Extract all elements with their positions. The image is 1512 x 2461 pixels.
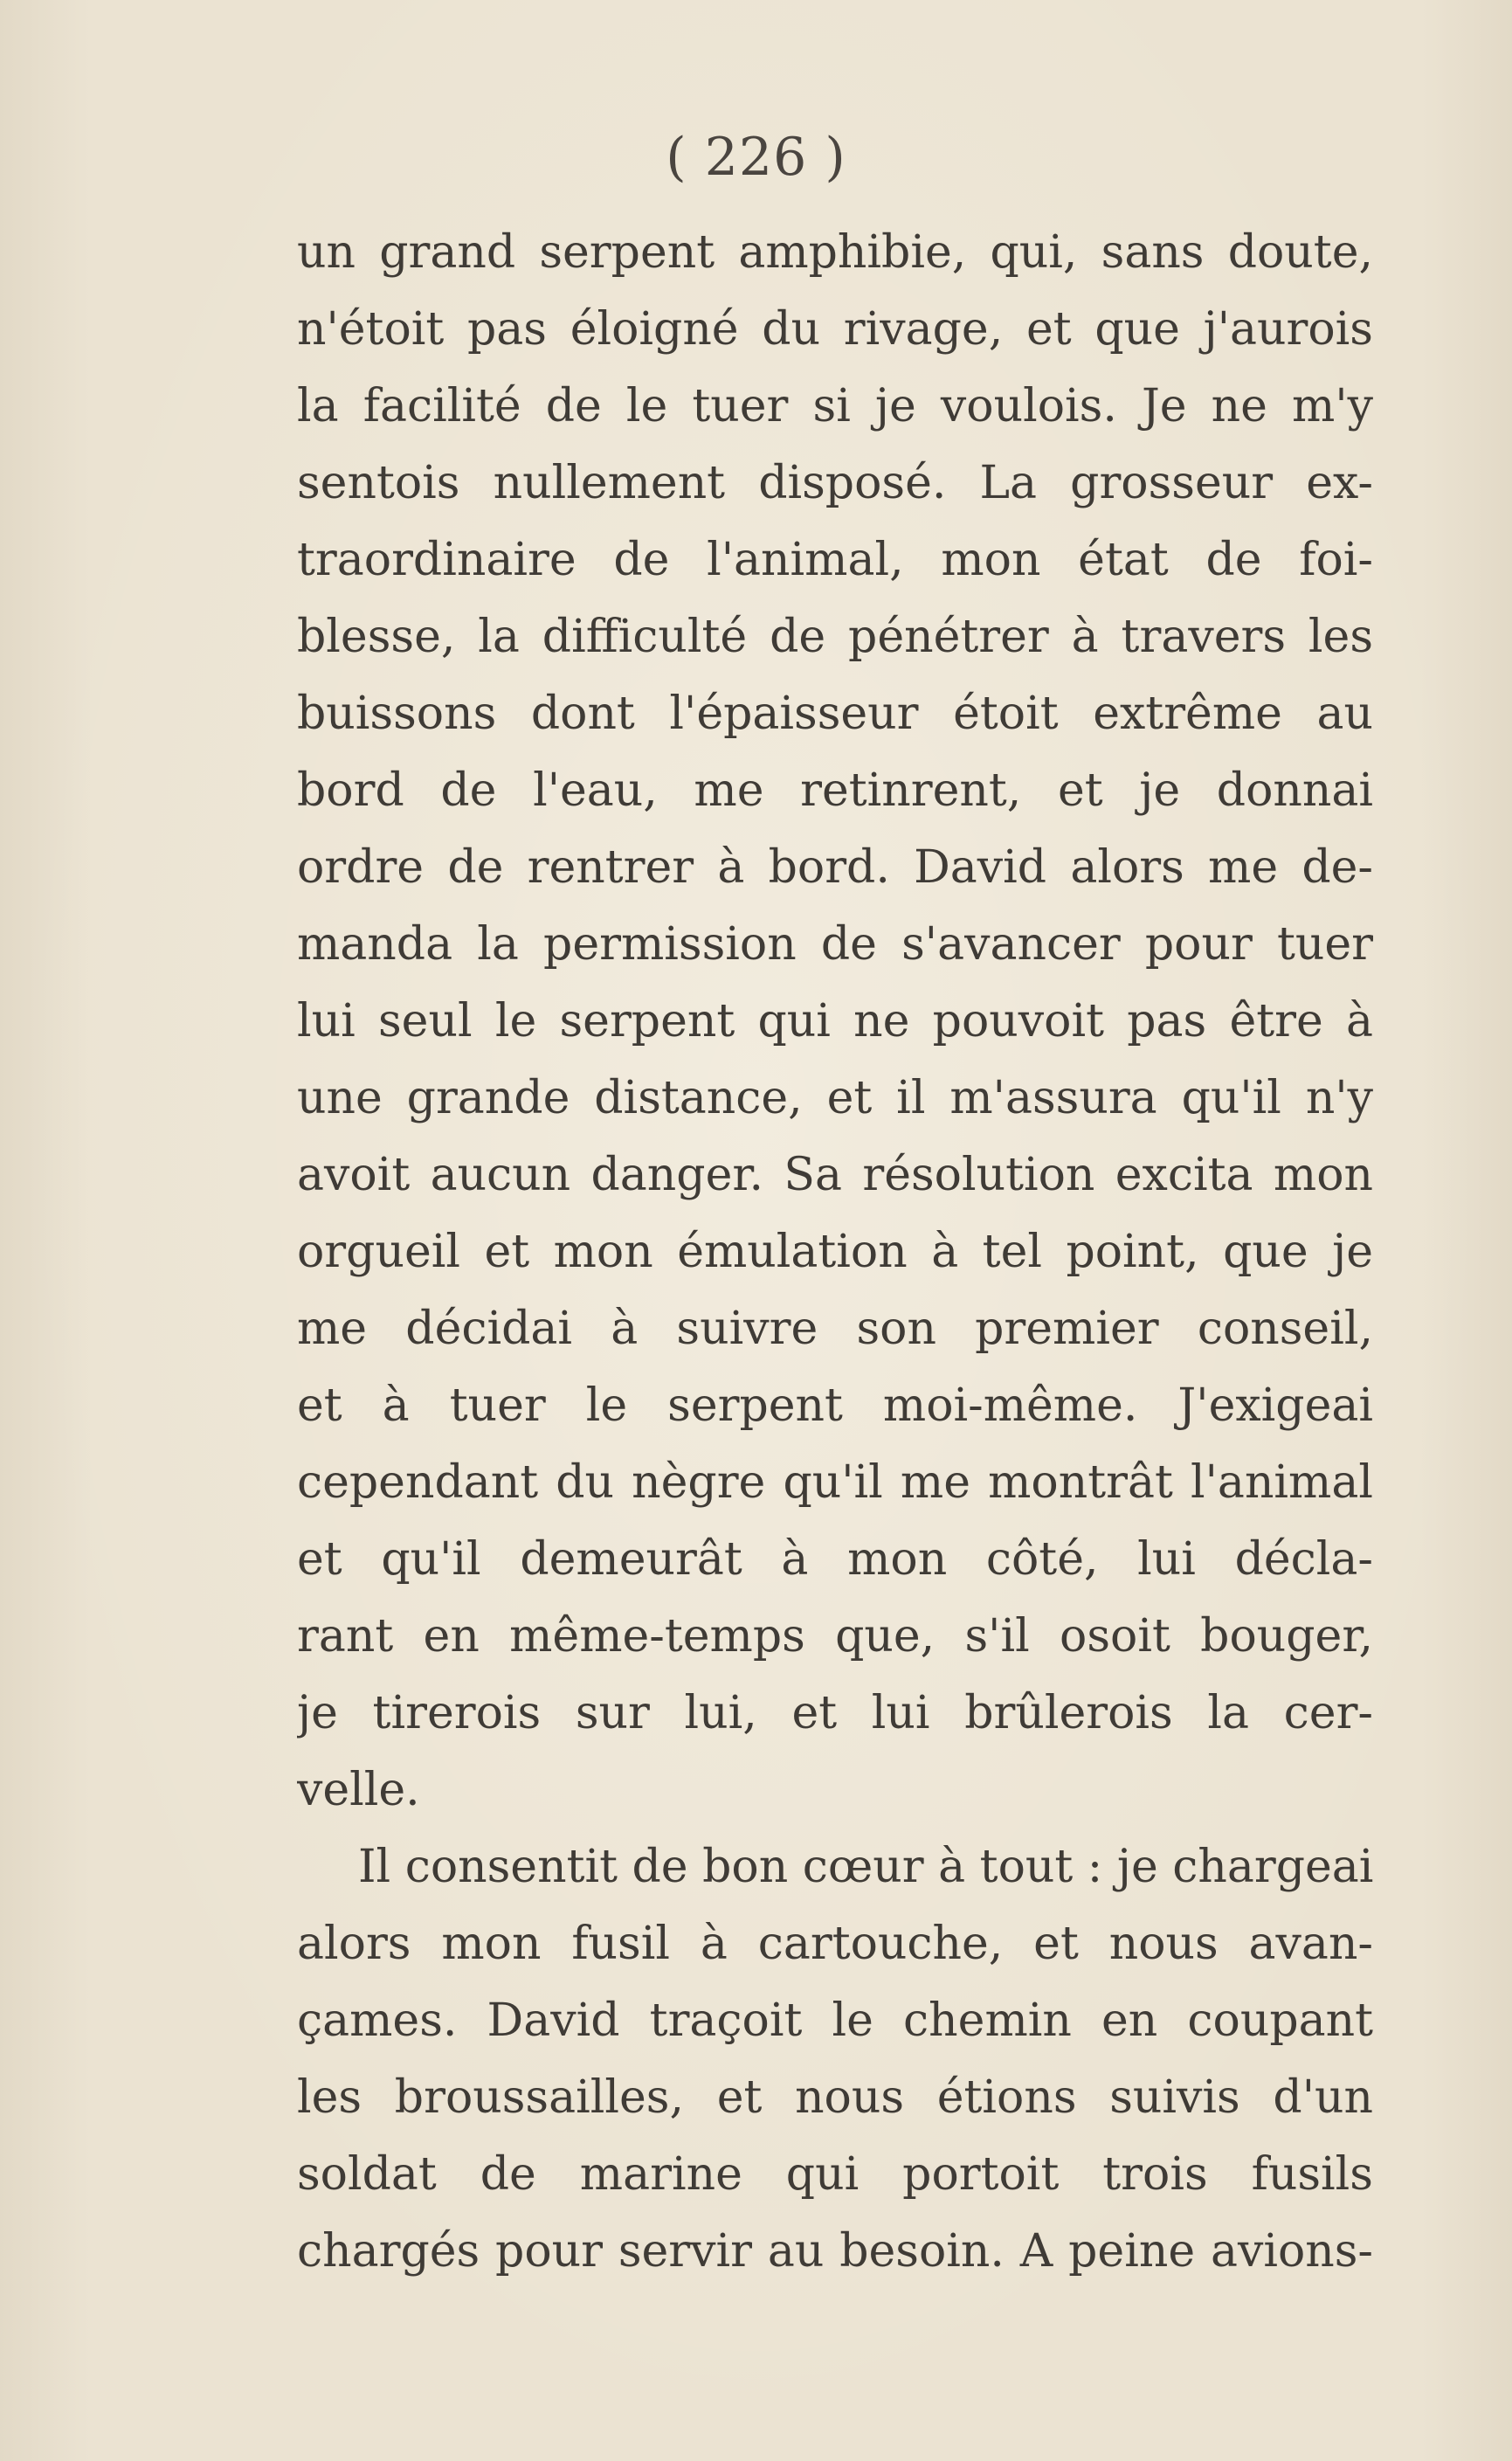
text-line: sentois nullement disposé. La grosseur ex- <box>297 457 1373 509</box>
text-line: orgueil et mon émulation à tel point, que je <box>297 1226 1373 1278</box>
text-line: un grand serpent amphibie, qui, sans doute, <box>297 226 1373 279</box>
text-line: me décidai à suivre son premier conseil, <box>297 1303 1373 1355</box>
text-line: manda la permission de s'avancer pour tuer <box>297 918 1373 971</box>
text-line: traordinaire de l'animal, mon état de foi- <box>297 534 1373 586</box>
text-line: avoit aucun danger. Sa résolution excita mon <box>297 1149 1373 1201</box>
text-line: çames. David traçoit le chemin en coupant <box>297 1994 1373 2047</box>
text-line: buissons dont l'épaisseur étoit extrême au <box>297 688 1373 740</box>
text-line: alors mon fusil à cartouche, et nous avan- <box>297 1918 1373 1970</box>
text-line: lui seul le serpent qui ne pouvoit pas être à <box>297 995 1373 1047</box>
text-line: n'étoit pas éloigné du rivage, et que j'aurois <box>297 303 1373 356</box>
body-text <box>297 214 1373 2290</box>
text-line: cependant du nègre qu'il me montrât l'animal <box>297 1456 1373 1509</box>
text-line: et qu'il demeurât à mon côté, lui décla- <box>297 1533 1373 1586</box>
page-number: ( 226 ) <box>666 127 846 188</box>
text-line: une grande distance, et il m'assura qu'il n'y <box>297 1072 1373 1124</box>
text-line: chargés pour servir au besoin. A peine avions- <box>297 2225 1373 2278</box>
text-line: bord de l'eau, me retinrent, et je donnai <box>297 764 1373 817</box>
text-line: soldat de marine qui portoit trois fusils <box>297 2148 1373 2201</box>
text-line: ordre de rentrer à bord. David alors me de- <box>297 841 1373 894</box>
text-line: je tirerois sur lui, et lui brûlerois la cer- <box>297 1687 1373 1739</box>
text-line: et à tuer le serpent moi-même. J'exigeai <box>297 1379 1373 1432</box>
text-line: Il consentit de bon cœur à tout : je chargeai <box>358 1841 1373 1893</box>
text-line: les broussailles, et nous étions suivis d'un <box>297 2071 1373 2124</box>
text-line: la facilité de le tuer si je voulois. Je ne m'y <box>297 380 1373 432</box>
text-line: blesse, la difficulté de pénétrer à travers les <box>297 611 1373 663</box>
text-line: velle. <box>297 1764 420 1816</box>
text-line: rant en même-temps que, s'il osoit bouger, <box>297 1610 1373 1663</box>
